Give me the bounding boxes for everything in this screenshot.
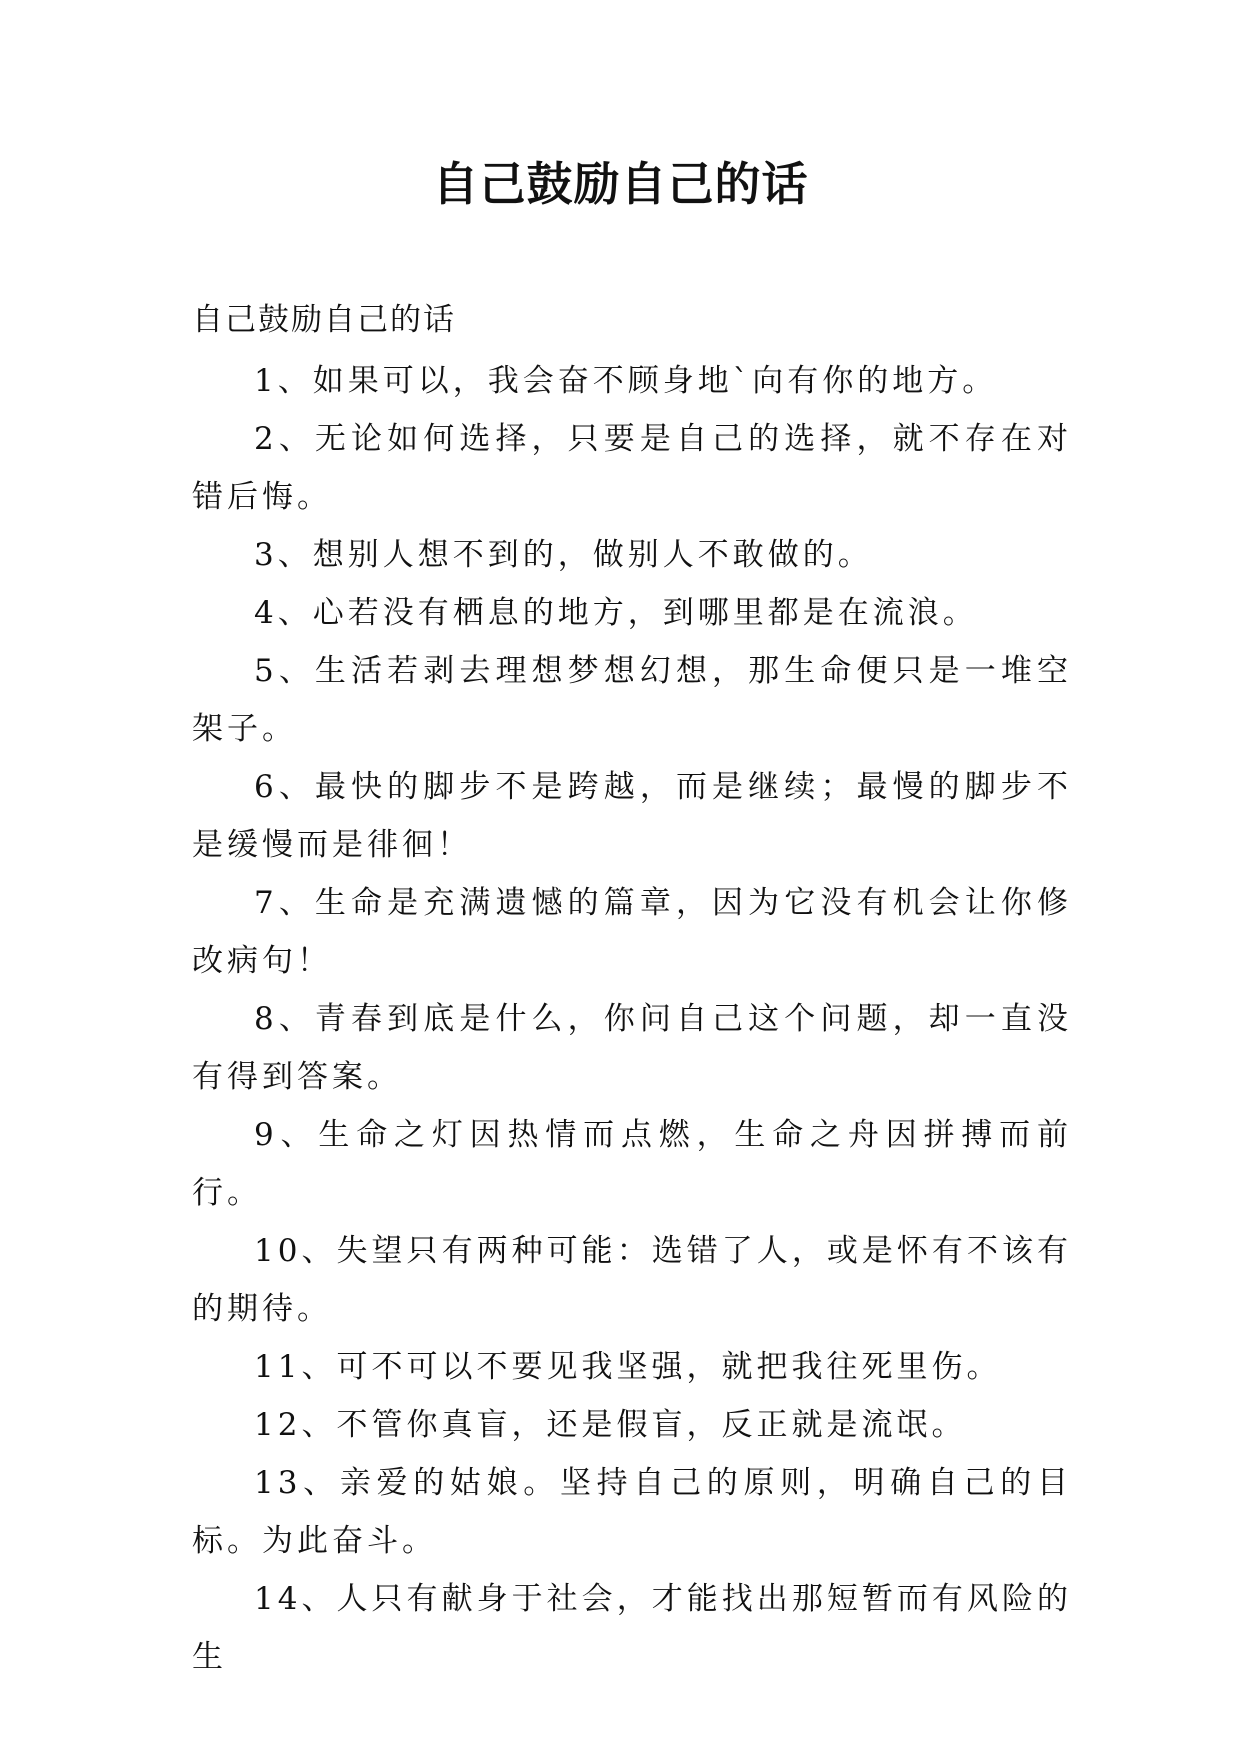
- list-item: 9、生命之灯因热情而点燃，生命之舟因拼搏而前行。: [192, 1117, 1072, 1211]
- document-title: 自己鼓励自己的话: [432, 157, 809, 211]
- list-item: 4、心若没有栖息的地方，到哪里都是在流浪。: [254, 595, 978, 631]
- list-item: 5、生活若剥去理想梦想幻想，那生命便只是一堆空架子。: [192, 653, 1072, 747]
- list-item: 1、如果可以，我会奋不顾身地`向有你的地方。: [254, 363, 998, 399]
- document-body: [192, 352, 1072, 1686]
- list-item: 12、不管你真盲，还是假盲，反正就是流氓。: [254, 1407, 967, 1443]
- list-item: 13、亲爱的姑娘。坚持自己的原则，明确自己的目标。为此奋斗。: [192, 1465, 1072, 1559]
- list-item: 11、可不可以不要见我坚强，就把我往死里伤。: [254, 1349, 1002, 1385]
- document-subtitle: 自己鼓励自己的话: [192, 302, 456, 338]
- list-item: 6、最快的脚步不是跨越，而是继续；最慢的脚步不是缓慢而是徘徊！: [192, 769, 1072, 863]
- list-item: 2、无论如何选择，只要是自己的选择，就不存在对错后悔。: [192, 421, 1072, 515]
- list-item: 3、想别人想不到的，做别人不敢做的。: [254, 537, 873, 573]
- list-item: 8、青春到底是什么，你问自己这个问题，却一直没有得到答案。: [192, 1001, 1072, 1095]
- list-item: 14、人只有献身于社会，才能找出那短暂而有风险的生: [192, 1581, 1072, 1675]
- list-item: 10、失望只有两种可能：选错了人，或是怀有不该有的期待。: [192, 1233, 1072, 1327]
- list-item: 7、生命是充满遗憾的篇章，因为它没有机会让你修改病句！: [192, 885, 1072, 979]
